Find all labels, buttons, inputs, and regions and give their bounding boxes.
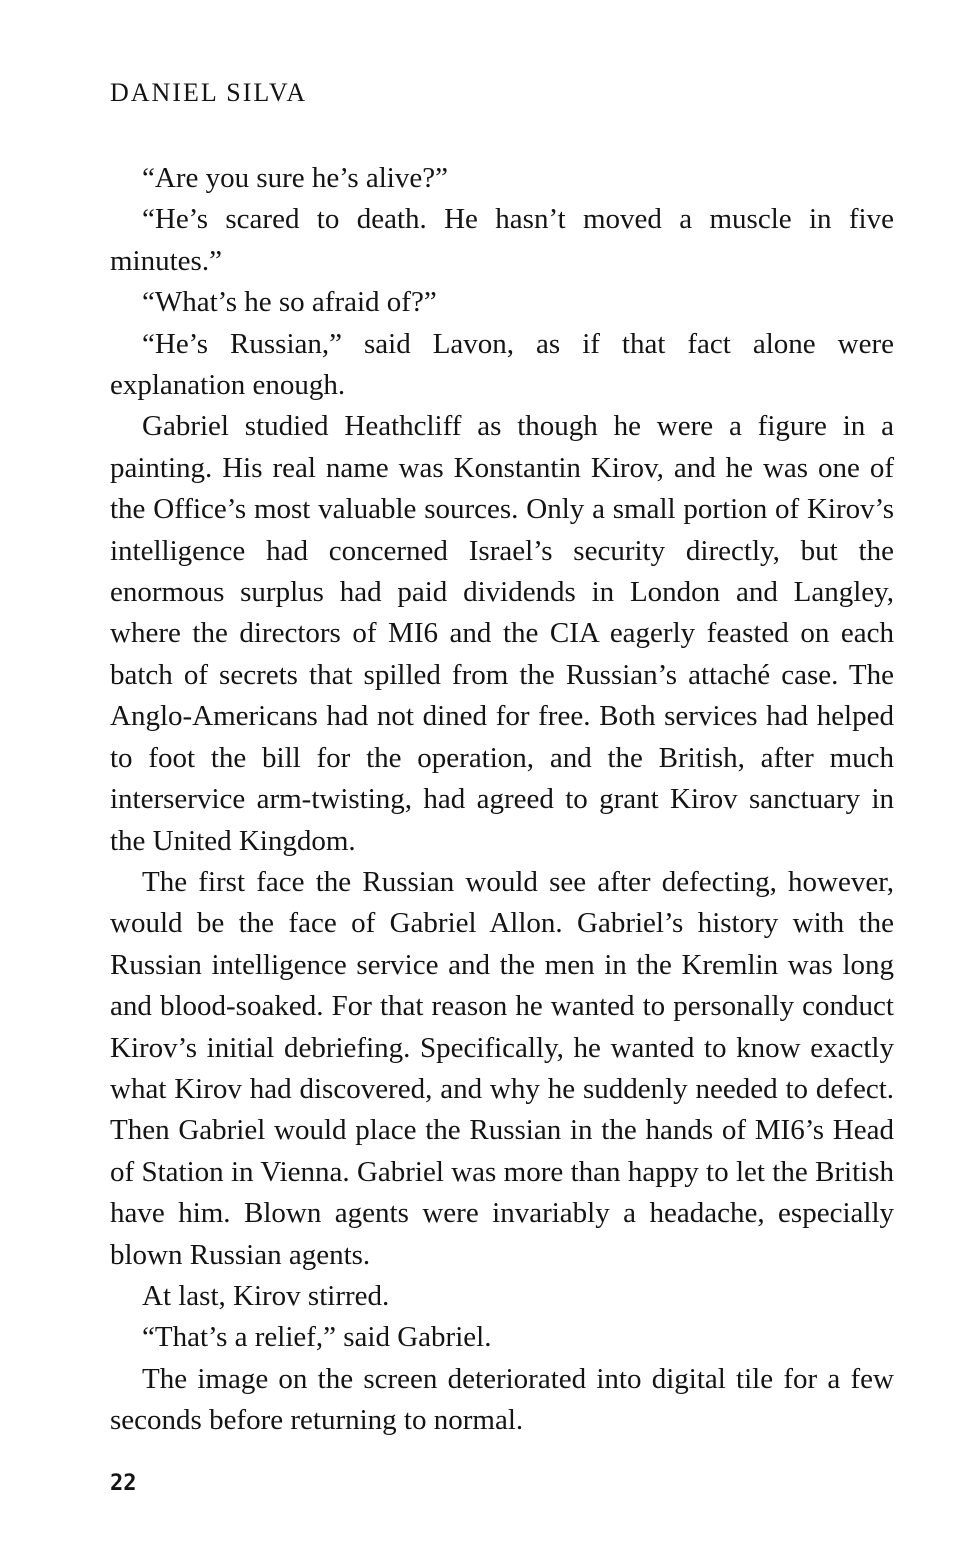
paragraph: Gabriel studied Heathcliff as though he were a figure in a painting. His real name was Konstantin Kirov, and he was one of the Office’s most valuable sources. Only a small portion of Kirov’s intelligence had concerned Israel’s security directly, but the enormous surplus had paid dividends in London and Langley, where the directors of MI6 and the CIA eagerly feasted on each batch of secrets that spilled from the Russian’s attaché case. The Anglo-Americans had not dined for free. Both services had helped to foot the bill for the operation, and the British, after much interservice arm-twisting, had agreed to grant Kirov sanctuary in the United Kingdom. <box>110 410 894 857</box>
paragraph: The image on the screen deteriorated into digital tile for a few seconds before returning to normal. <box>110 1362 894 1437</box>
body-text <box>110 158 894 1442</box>
paragraph: “That’s a relief,” said Gabriel. <box>142 1321 492 1354</box>
paragraph: The first face the Russian would see after defecting, however, would be the face of Gabriel Allon. Gabriel’s history with the Russian intelligence service and the men in the Kremlin was long and blood-soaked. For that reason he wanted to personally conduct Kirov’s initial debriefing. Specifically, he wanted to know exactly what Kirov had discovered, and why he suddenly needed to defect. Then Gabriel would place the Russian in the hands of MI6’s Head of Station in Vienna. Gabriel was more than happy to let the British have him. Blown agents were invariably a headache, especially blown Russian agents. <box>110 865 894 1271</box>
paragraph: “He’s scared to death. He hasn’t moved a muscle in five minutes.” <box>110 203 894 277</box>
paragraph: “He’s Russian,” said Lavon, as if that fact alone were explanation enough. <box>110 327 894 402</box>
paragraph: “Are you sure he’s alive?” <box>142 162 448 194</box>
paragraph: “What’s he so afraid of?” <box>142 286 437 319</box>
page-number: 22 <box>110 1471 137 1496</box>
paragraph: At last, Kirov stirred. <box>142 1279 390 1312</box>
running-head: DANIEL SILVA <box>110 78 308 107</box>
